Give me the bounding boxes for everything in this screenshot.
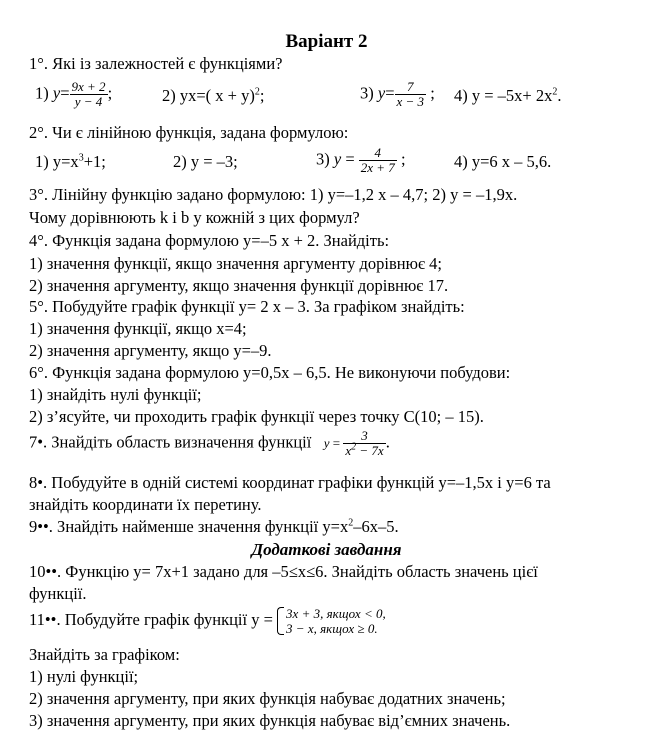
q2-option-3: 3) y = $\frac{4}{2x + 7}$ ; <box>316 145 406 175</box>
q8-line-2: знайдіть координати їх перетину. <box>29 495 262 514</box>
q10-line-1: 10••. Функцію y= 7x+1 задано для –5≤x≤6. Знайдіть область значень цієї <box>29 562 538 581</box>
q11-piecewise: 3x + 3, якщох < 0, 3 − x, якщох ≥ 0. <box>277 606 386 636</box>
q7-fraction: $\frac{3}{x^2 - 7x}$ <box>345 428 384 458</box>
q1-option-3: 3) y= $\frac{7}{x - 3}$ ; <box>360 79 435 109</box>
q5-line-3: 2) значення аргументу, якщо y=–9. <box>29 341 272 360</box>
q1-option-1-fraction: $\frac{9x + 2}{y - 4}$ <box>71 79 106 109</box>
q10-line-2: функції. <box>29 584 87 603</box>
q4-line-2: 1) значення функції, якщо значення аргументу дорівнює 4; <box>29 254 442 273</box>
q3-line-1: 3°. Лінійну функцію задано формулою: 1) y=–1,2 x – 4,7; 2) y = –1,9x. <box>29 185 518 204</box>
q2-option-2: 2) y = –3; <box>173 152 238 171</box>
q6-line-2: 1) знайдіть нулі функції; <box>29 385 202 404</box>
q1-option-4: 4) $y = -5x+ 2x^2$. <box>454 86 562 105</box>
q5-line-1: 5°. Побудуйте графік функції y= 2 x – 3. За графіком знайдіть: <box>29 297 465 316</box>
q2-option-4: 4) y=6 x – 5,6. <box>454 152 552 171</box>
extra-tasks-heading: Додаткові завдання <box>251 540 402 559</box>
q3-line-2: Чому дорівнюють k і b у кожній з цих формул? <box>29 208 360 227</box>
q1-option-2: 2) yx=( x + y)$^2$; <box>162 86 265 105</box>
q5-line-2: 1) значення функції, якщо x=4; <box>29 319 247 338</box>
page-title: Варіант 2 <box>285 31 368 52</box>
q6-line-3: 2) з’ясуйте, чи проходить графік функції через точку C(10; – 15). <box>29 407 484 426</box>
q9-line: 9••. Знайдіть найменше значення функції $y=x^2-6x-5$. <box>29 517 399 536</box>
q11-line-2: Знайдіть за графіком: <box>29 645 180 664</box>
q7-line: 7•. Знайдіть область визначення функції y = $\frac{3}{x^2 - 7x}$ . <box>29 428 390 458</box>
q11-line-3: 1) нулі функції; <box>29 667 139 686</box>
q11-line-1: 11••. Побудуйте графік функції y = 3x + 3, якщох < 0, 3 − x, якщох ≥ 0. <box>29 606 386 636</box>
q2-option-1: 1) $y=x^3+1$; <box>35 152 106 171</box>
q4-line-1: 4°. Функція задана формулою y=–5 x + 2. Знайдіть: <box>29 231 390 250</box>
q1-option-3-fraction: $\frac{7}{x - 3}$ <box>396 79 425 109</box>
q2-prompt: 2°. Чи є лінійною функція, задана формулою: <box>29 123 349 142</box>
q6-line-1: 6°. Функція задана формулою y=0,5x – 6,5. Не виконуючи побудови: <box>29 363 511 382</box>
q8-line-1: 8•. Побудуйте в одній системі координат графіки функцій y=–1,5x і y=6 та <box>29 473 551 492</box>
q1-option-1: 1) y= $\frac{9x + 2}{y - 4}$ ; <box>35 79 113 109</box>
q11-line-4: 2) значення аргументу, при яких функція набуває додатних значень; <box>29 689 506 708</box>
q2-option-3-fraction: $\frac{4}{2x + 7}$ <box>360 145 395 175</box>
q1-prompt: 1°. Які із залежностей є функціями? <box>29 54 283 73</box>
q11-line-5: 3) значення аргументу, при яких функція набуває від’ємних значень. <box>29 711 511 730</box>
q4-line-3: 2) значення аргументу, якщо значення функції дорівнює 17. <box>29 276 449 295</box>
